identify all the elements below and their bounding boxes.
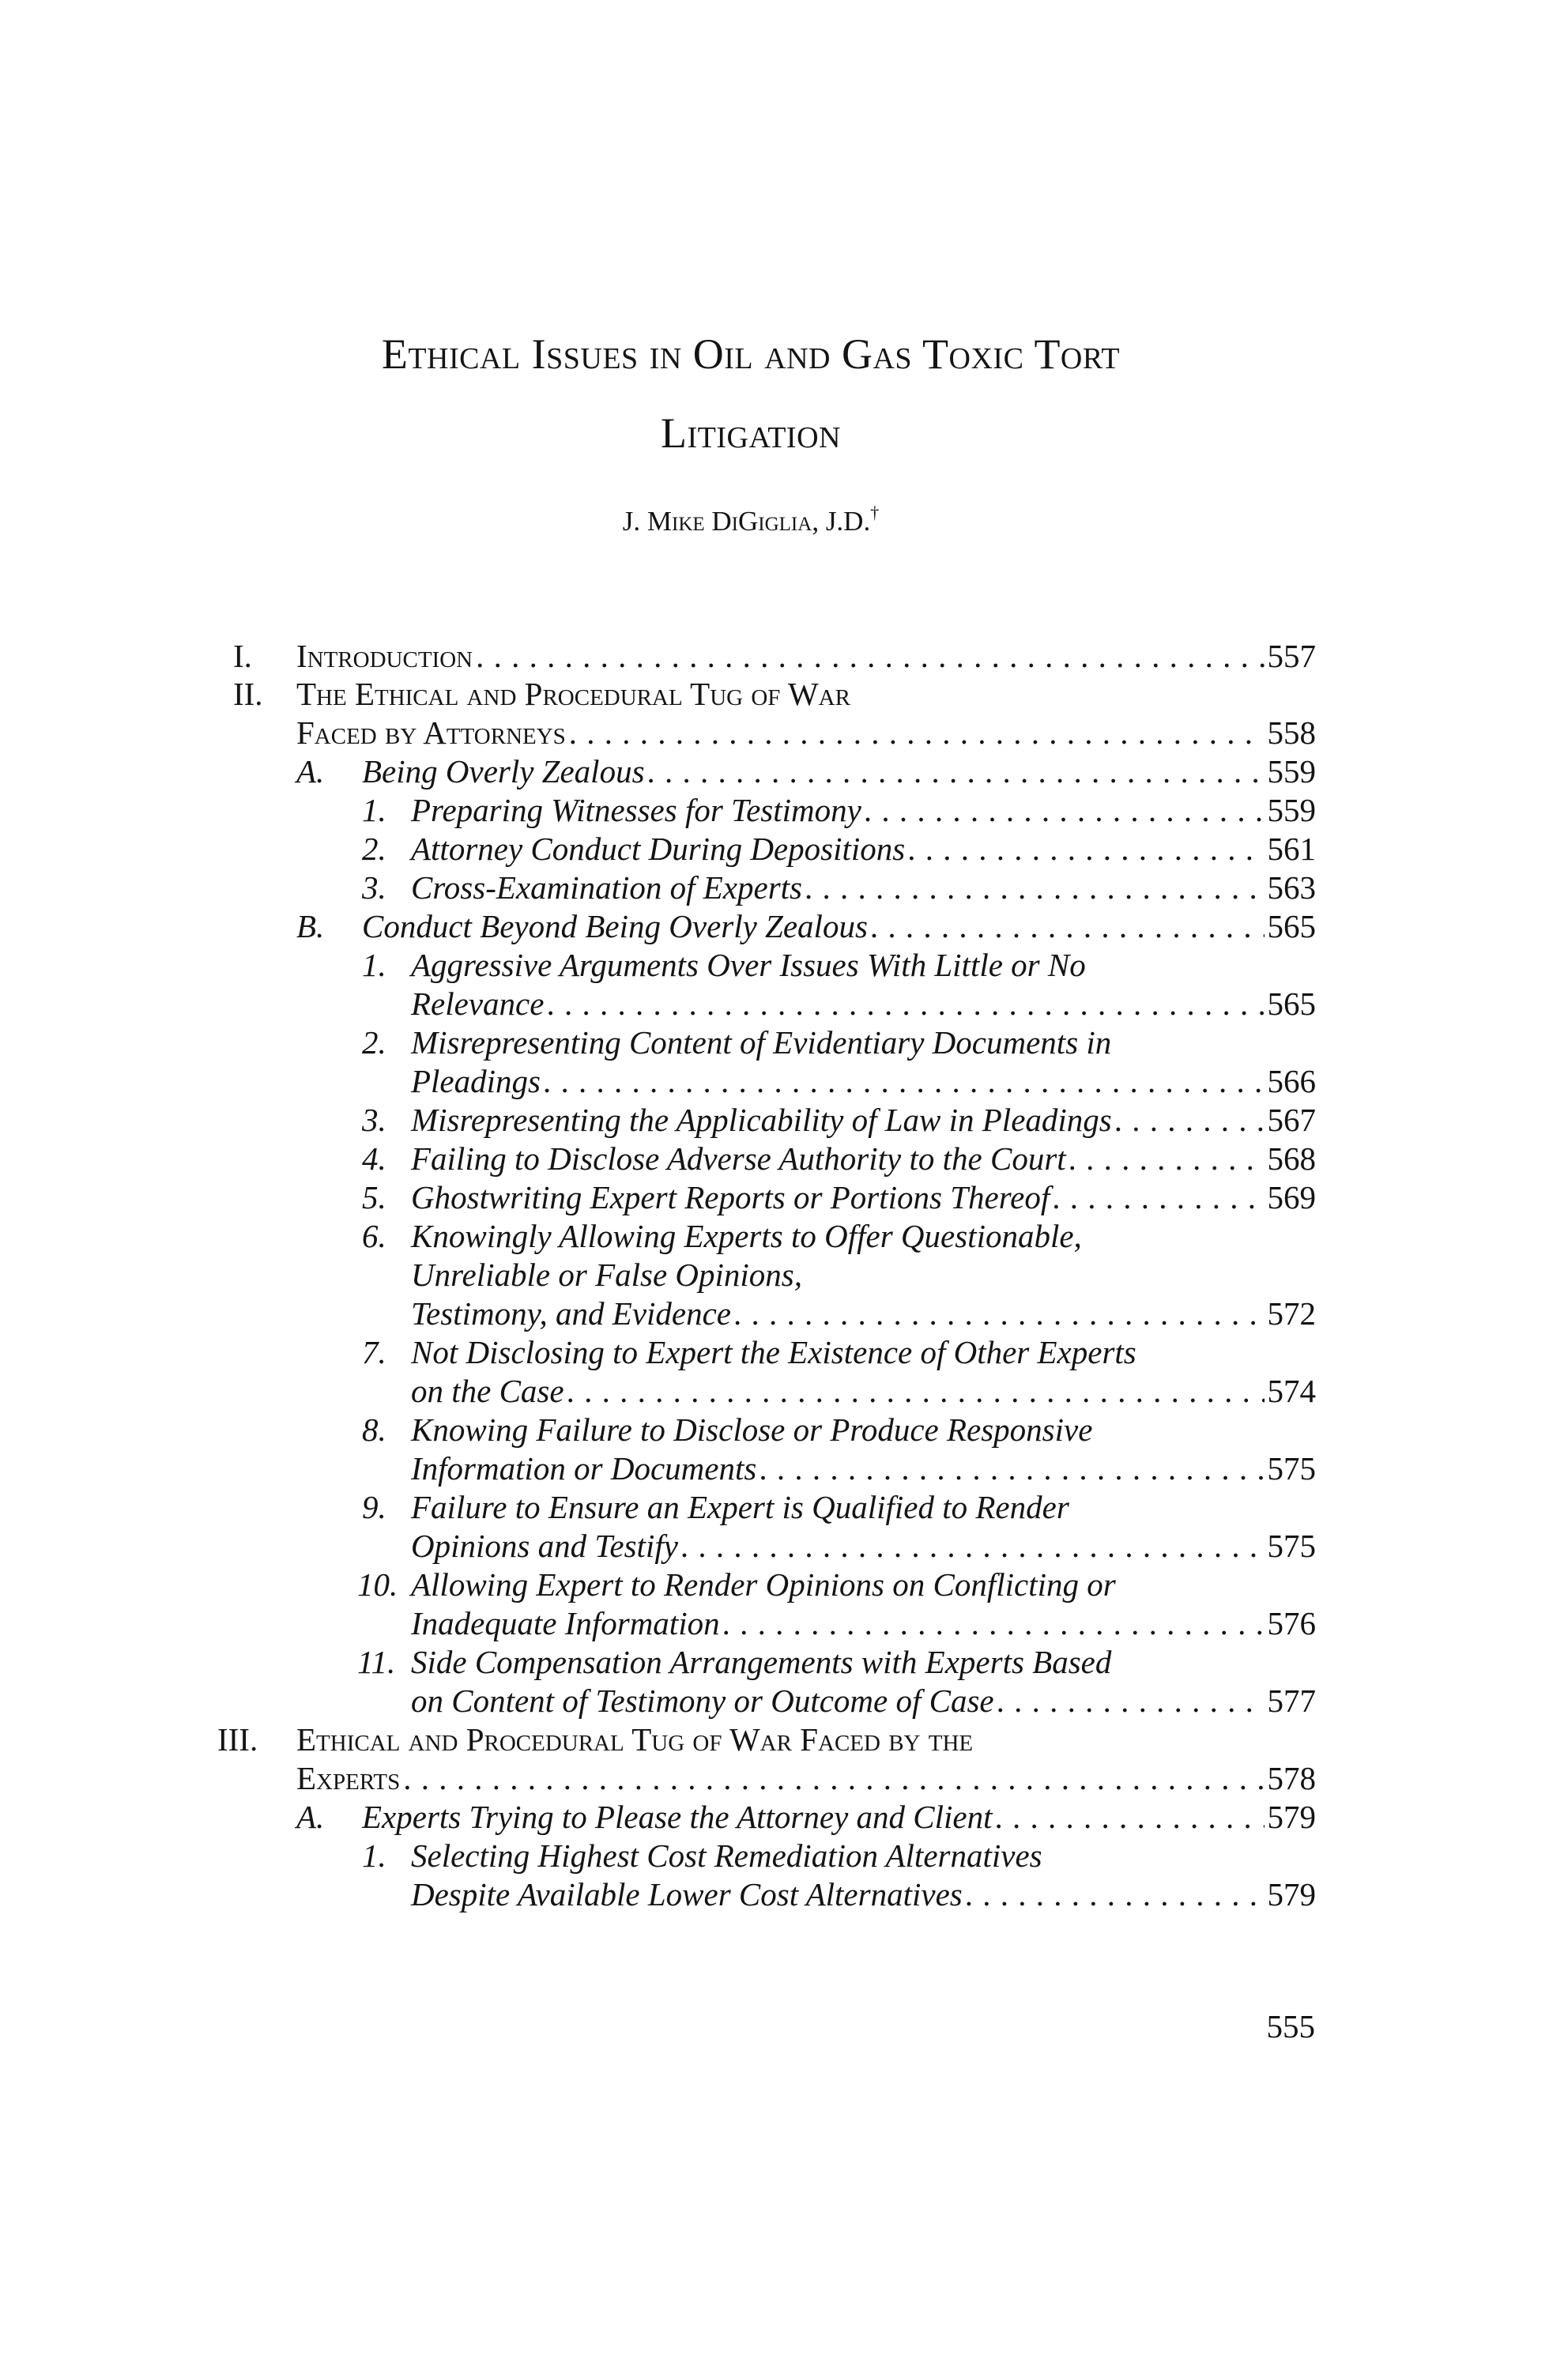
toc-number: II.: [233, 676, 263, 712]
toc-entry-text: Inadequate Information: [411, 1605, 720, 1641]
toc-number: 3.: [362, 869, 386, 906]
toc-number: 2.: [362, 1024, 386, 1061]
toc-entry-continuation: [411, 1875, 1316, 1913]
toc-number: 1.: [362, 792, 386, 828]
dot-leader: [544, 1062, 1265, 1100]
toc-entry-text: Ethical and Procedural Tug of War Faced by the: [296, 1721, 974, 1758]
article-title: [198, 315, 1304, 473]
dot-leader: [871, 907, 1265, 945]
toc-page-number: 565: [1267, 985, 1316, 1022]
toc-page-number: 576: [1267, 1605, 1316, 1641]
toc-number: B.: [296, 908, 325, 944]
dot-leader: [997, 1682, 1265, 1720]
toc-entry-continuation: [411, 1527, 1316, 1565]
toc-number: 9.: [362, 1489, 386, 1525]
toc-entry: [411, 869, 1316, 906]
toc-number: I.: [233, 638, 252, 674]
toc-entry-continuation: [411, 1449, 1316, 1487]
toc-page-number: 569: [1267, 1179, 1316, 1215]
toc-entry: [362, 907, 1316, 945]
toc-page-number: 561: [1267, 831, 1316, 867]
article-title-line-1: Ethical Issues in Oil and Gas Toxic Tort: [381, 330, 1121, 378]
toc-entry-text: Knowingly Allowing Experts to Offer Questionable,: [411, 1218, 1082, 1254]
toc-number: 6.: [362, 1218, 386, 1254]
toc-number: 3.: [362, 1102, 386, 1138]
toc-number: 1.: [362, 1837, 386, 1874]
dot-leader: [908, 830, 1264, 868]
toc-entry-continuation: [411, 1682, 1316, 1720]
toc-number: A.: [296, 753, 325, 789]
dot-leader: [1053, 1178, 1264, 1216]
dot-leader: [567, 1372, 1265, 1410]
toc-entry-text: Testimony, and Evidence: [411, 1295, 731, 1332]
author-byline: [198, 503, 1304, 537]
toc-number: 4.: [362, 1140, 386, 1177]
toc-entry-continuation: [411, 1372, 1316, 1410]
toc-entry-text: Attorney Conduct During Depositions: [411, 831, 906, 867]
toc-entry: [362, 752, 1316, 790]
dot-leader: [805, 869, 1264, 906]
toc-entry: [411, 946, 1316, 984]
toc-entry-text: The Ethical and Procedural Tug of War: [296, 676, 850, 712]
toc-entry-continuation: [296, 1759, 1316, 1797]
toc-entry-text: Aggressive Arguments Over Issues With Little or No: [411, 947, 1086, 983]
dot-leader: [966, 1875, 1265, 1913]
toc-number: III.: [217, 1721, 258, 1758]
toc-entry-text: Faced by Attorneys: [296, 714, 566, 751]
toc-page-number: 575: [1267, 1528, 1316, 1564]
toc-entry: [411, 1643, 1316, 1681]
toc-entry-text: Being Overly Zealous: [362, 753, 645, 789]
dot-leader: [569, 714, 1265, 752]
toc-page-number: 557: [1267, 638, 1316, 674]
toc-page-number: 577: [1267, 1683, 1316, 1719]
toc-entry-text: Preparing Witnesses for Testimony: [411, 792, 861, 828]
toc-entry-text: Unreliable or False Opinions,: [411, 1257, 803, 1293]
toc-entry: [411, 1837, 1316, 1875]
toc-entry-text: Opinions and Testify: [411, 1528, 678, 1564]
toc-page-number: 578: [1267, 1760, 1316, 1796]
dot-leader: [476, 637, 1264, 675]
toc-page-number: 567: [1267, 1102, 1316, 1138]
toc-entry: [411, 1023, 1316, 1061]
toc-number: 1.: [362, 947, 386, 983]
toc-entry: [411, 1566, 1316, 1603]
article-title-line-2: Litigation: [661, 409, 841, 457]
toc-entry-text: Failure to Ensure an Expert is Qualified to Render: [411, 1489, 1069, 1525]
toc-entry-continuation: [411, 985, 1316, 1023]
toc-entry: [411, 1217, 1316, 1255]
toc-number: 11.: [357, 1644, 396, 1680]
dot-leader: [760, 1449, 1264, 1487]
toc-page-number: 558: [1267, 714, 1316, 751]
toc-entry-text: Cross-Examination of Experts: [411, 869, 803, 906]
toc-entry: [411, 1488, 1316, 1526]
toc-entry-continuation: [411, 1604, 1316, 1642]
toc-page-number: 572: [1267, 1295, 1316, 1332]
toc-page-number: 575: [1267, 1450, 1316, 1487]
toc-entry-text: Despite Available Lower Cost Alternatives: [411, 1876, 963, 1912]
toc-page-number: 579: [1267, 1876, 1316, 1912]
toc-entry: [362, 1798, 1316, 1836]
dot-leader: [734, 1294, 1265, 1332]
toc-page-number: 574: [1267, 1373, 1316, 1409]
toc-entry-text: Selecting Highest Cost Remediation Alternatives: [411, 1837, 1042, 1874]
toc-entry-text: Misrepresenting Content of Evidentiary Documents in: [411, 1024, 1112, 1061]
toc-entry-text: Not Disclosing to Expert the Existence of Other Experts: [411, 1334, 1136, 1370]
toc-entry: [411, 1178, 1316, 1216]
toc-entry-text: Ghostwriting Expert Reports or Portions Thereof: [411, 1179, 1050, 1215]
author-name: J. Mike DiGiglia, J.D.: [622, 506, 871, 537]
toc-page-number: 579: [1267, 1799, 1316, 1835]
toc-entry-continuation: [296, 714, 1316, 752]
toc-entry: [296, 675, 1316, 713]
toc-entry-continuation: [411, 1062, 1316, 1100]
dot-leader: [681, 1527, 1265, 1565]
toc-entry: [411, 1333, 1316, 1371]
dot-leader: [547, 985, 1264, 1023]
toc-entry-continuation: [411, 1294, 1316, 1332]
toc-entry: [411, 1101, 1316, 1139]
dot-leader: [996, 1798, 1265, 1836]
toc-entry-text: Side Compensation Arrangements with Experts Based: [411, 1644, 1112, 1680]
dot-leader: [648, 752, 1265, 790]
toc-entry-text: Relevance: [411, 985, 545, 1022]
dot-leader: [403, 1759, 1264, 1797]
toc-entry-continuation: [411, 1256, 1316, 1294]
toc-entry-text: Misrepresenting the Applicability of Law in Pleadings: [411, 1102, 1112, 1138]
toc-entry-text: on the Case: [411, 1373, 564, 1409]
toc-entry: [296, 637, 1316, 675]
toc-entry: [411, 1140, 1316, 1178]
toc-entry-text: Conduct Beyond Being Overly Zealous: [362, 908, 868, 944]
toc-entry-text: Experts: [296, 1760, 401, 1796]
toc-number: A.: [296, 1799, 325, 1835]
toc-entry: [296, 1720, 1316, 1758]
dot-leader: [723, 1604, 1265, 1642]
toc-entry-text: Information or Documents: [411, 1450, 757, 1487]
dot-leader: [1069, 1140, 1265, 1178]
toc-page-number: 568: [1267, 1140, 1316, 1177]
toc-number: 7.: [362, 1334, 386, 1370]
toc-page-number: 565: [1267, 908, 1316, 944]
toc-entry: [411, 830, 1316, 868]
toc-number: 5.: [362, 1179, 386, 1215]
toc-entry-text: on Content of Testimony or Outcome of Case: [411, 1683, 994, 1719]
toc-number: 10.: [357, 1566, 398, 1603]
toc-entry: [411, 791, 1316, 829]
toc-page-number: 559: [1267, 792, 1316, 828]
toc-entry-text: Knowing Failure to Disclose or Produce Responsive: [411, 1411, 1093, 1448]
toc-entry-text: Failing to Disclose Adverse Authority to the Court: [411, 1140, 1066, 1177]
dot-leader: [1115, 1101, 1265, 1139]
page-number: 555: [1266, 2008, 1315, 2044]
toc-entry-text: Allowing Expert to Render Opinions on Conflicting or: [411, 1566, 1116, 1603]
toc-page-number: 559: [1267, 753, 1316, 789]
toc-entry-text: Introduction: [296, 638, 473, 674]
author-footnote-mark: †: [870, 503, 880, 522]
toc-number: 8.: [362, 1411, 386, 1448]
toc-entry-text: Experts Trying to Please the Attorney and Client: [362, 1799, 993, 1835]
toc-page-number: 563: [1267, 869, 1316, 906]
dot-leader: [865, 791, 1265, 829]
toc-entry: [411, 1411, 1316, 1449]
toc-page-number: 566: [1267, 1063, 1316, 1099]
toc-entry-text: Pleadings: [411, 1063, 541, 1099]
toc-number: 2.: [362, 831, 386, 867]
